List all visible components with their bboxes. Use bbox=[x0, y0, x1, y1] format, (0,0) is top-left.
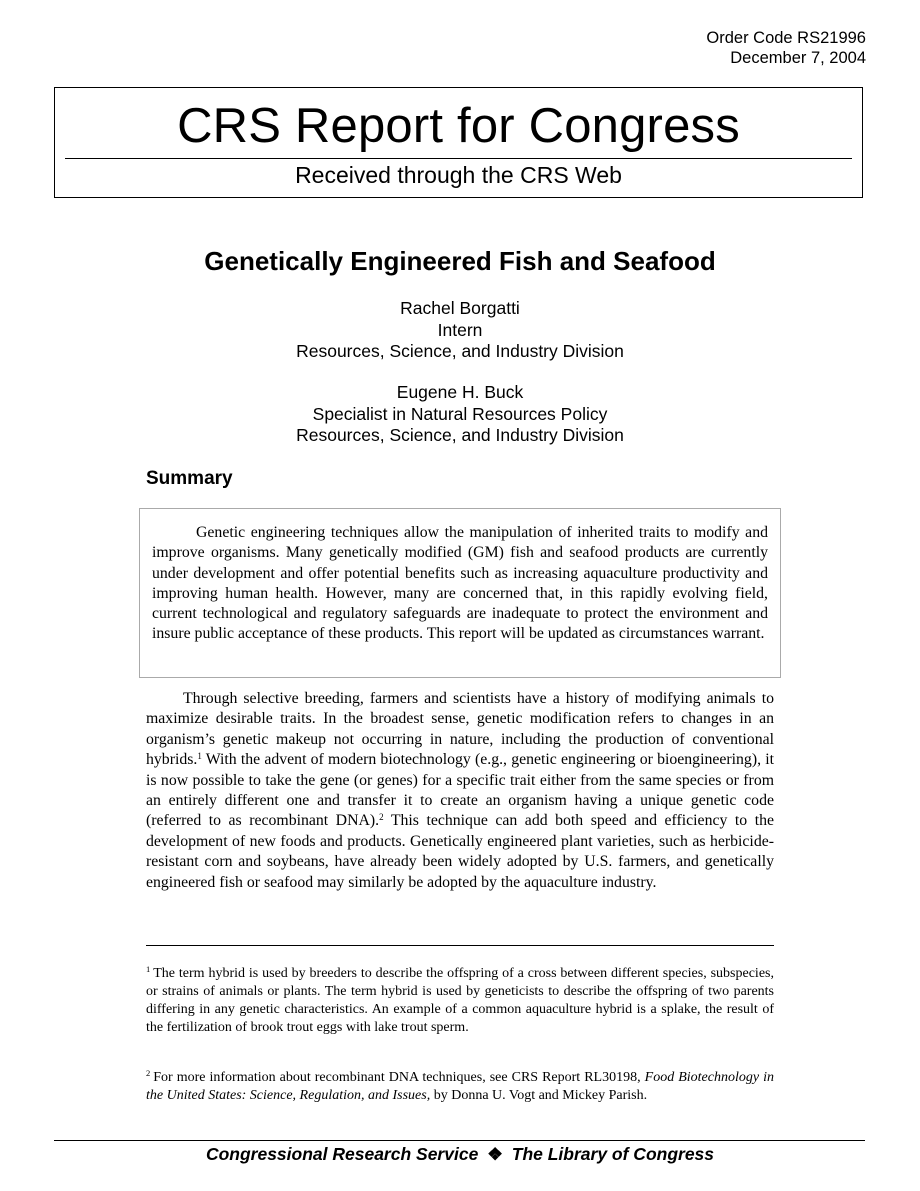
footnote-number: 2 bbox=[146, 1068, 151, 1078]
footnote-ref: 1 bbox=[197, 751, 202, 762]
footer-divider bbox=[54, 1140, 865, 1141]
author-division: Resources, Science, and Industry Division bbox=[296, 341, 624, 361]
author-name: Rachel Borgatti bbox=[400, 298, 520, 318]
footnote-citation-title: Food Biotechnology in the United States: Science, Regulation, and Issues, bbox=[146, 1070, 774, 1103]
body-paragraph bbox=[146, 689, 774, 893]
footer-publisher: Congressional Research Service bbox=[205, 1144, 479, 1164]
footer-library: The Library of Congress bbox=[511, 1144, 715, 1164]
masthead-title: CRS Report for Congress bbox=[177, 99, 740, 153]
body-text: With the advent of modern biotechnology (e.g., genetic engineering or bioengineering), it is now possible to take the gene (or genes) for a specific trait either from the same species or from an entirely different one and transfer it to create an organism having a unique genetic code (referred to as recombinant DNA). bbox=[146, 751, 774, 830]
footnote-text: by Donna U. Vogt and Mickey Parish. bbox=[430, 1088, 648, 1103]
summary-box bbox=[139, 508, 781, 678]
footnote bbox=[146, 1069, 774, 1105]
body-text: Through selective breeding, farmers and scientists have a history of modifying animals to maximize desirable traits. In the broadest sense, genetic modification refers to changes in an organism’s genetic makeup not occurring in nature, including the production of conventional hybrids. bbox=[146, 690, 774, 769]
masthead-divider bbox=[65, 158, 852, 159]
report-date: December 7, 2004 bbox=[730, 49, 866, 67]
body-text: This technique can add both speed and efficiency to the development of new foods and products. Genetically engineered plant varieties, such as herbicide-resistant corn and soybeans, have already been widely adopted by U.S. farmers, and genetically engineered fish or seafood may similarly be adopted by the aquaculture industry. bbox=[146, 812, 774, 891]
footnote-divider bbox=[146, 945, 774, 946]
masthead-subtitle: Received through the CRS Web bbox=[295, 162, 622, 188]
order-code: Order Code RS21996 bbox=[706, 29, 866, 47]
summary-text: Genetic engineering techniques allow the manipulation of inherited traits to modify and improve organisms. Many genetically modified (GM) fish and seafood products are currently under development and offer potential benefits such as increasing aquaculture productivity and improving human health. However, many are concerned that, in this rapidly evolving field, current technological and regulatory safeguards are inadequate to protect the environment and insure public acceptance of these products. This report will be updated as circumstances warrant. bbox=[152, 524, 768, 643]
footnote bbox=[146, 965, 774, 1037]
masthead bbox=[54, 87, 863, 198]
author-name: Eugene H. Buck bbox=[396, 382, 524, 402]
summary-heading: Summary bbox=[146, 468, 233, 489]
order-info bbox=[706, 28, 866, 68]
footer bbox=[0, 1143, 920, 1165]
diamond-separator-icon: ❖ bbox=[487, 1144, 503, 1164]
author-block bbox=[0, 382, 920, 447]
footnote-text: For more information about recombinant DNA techniques, see CRS Report RL30198, bbox=[153, 1070, 645, 1085]
author-block bbox=[0, 298, 920, 363]
footnote-ref: 2 bbox=[379, 812, 384, 823]
author-position: Intern bbox=[437, 319, 483, 340]
footnote-number: 1 bbox=[146, 964, 151, 974]
document-title: Genetically Engineered Fish and Seafood bbox=[204, 246, 716, 276]
footnote-text: The term hybrid is used by breeders to describe the offspring of a cross between different species, subspecies, or strains of animals or plants. The term hybrid is used by geneticists to describe the offspring of two parents differing in any genetic characteristics. An example of a common aquaculture hybrid is a splake, the result of the fertilization of brook trout eggs with lake trout sperm. bbox=[146, 966, 774, 1035]
author-position: Specialist in Natural Resources Policy bbox=[312, 403, 608, 424]
author-division: Resources, Science, and Industry Division bbox=[296, 425, 624, 445]
